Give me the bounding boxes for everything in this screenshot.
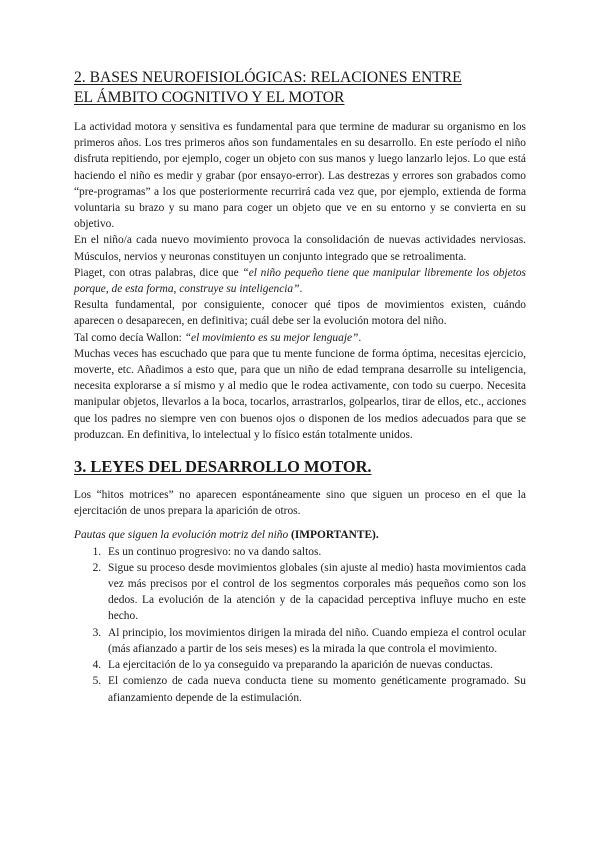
piaget-lead: Piaget, con otras palabras, dice que [74,266,243,279]
list-item: 5. El comienzo de cada nueva conducta tiene su momento genéticamente programado. Su afianzamiento depende de la estimulación. [104,673,526,705]
section-3-paragraph-1: Los “hitos motrices” no aparecen espontáneamente sino que siguen un proceso en el que la ejercitación de unos prepara la aparición de otros. [74,489,526,518]
section-2-heading [74,68,526,108]
wallon-quote: “el movimiento es su mejor lenguaje” [184,331,359,344]
wallon-lead: Tal como decía Wallon: [74,331,185,344]
list-item: 3. Al principio, los movimientos dirigen la mirada del niño. Cuando empieza el control ocular (más afianzado a partir de los seis meses) es la mirada la que controla el movimiento. [104,625,526,657]
section-3-subtitle-bold: (IMPORTANTE). [288,529,379,542]
piaget-end: . [299,283,303,296]
list-item: 1. Es un continuo progresivo: no va dando saltos. [104,544,526,560]
wallon-end: . [358,331,362,344]
section-2-paragraph-4: Resulta fundamental, por consiguiente, conocer qué tipos de movimientos existen, cuándo aparecen o desaparecen, en definitiva; cuál debe ser la evolución motora del niño. [74,299,526,328]
section-3-subtitle-italic: Pautas que siguen la evolución motriz del niño [74,529,289,542]
section-2-paragraph-2: En el niño/a cada nuevo movimiento provoca la consolidación de nuevas actividades nerviosas. Músculos, nervios y neuronas constituyen un conjunto integrado que se retroalimenta. [74,234,526,263]
section-2-paragraph-6: Muchas veces has escuchado que para que tu mente funcione de forma óptima, necesitas ejercicio, moverte, etc. Añadimos a esto que, para que un niño de edad temprana desarrolle su inteligencia, necesita explorarse a sí mismo y al medio que le rodea activamente, con todo su cuerpo. Necesita manipular objetos, llevarlos a la boca, tocarlos, arrastrarlos, golpearlos, tirar de ellos, etc., acciones que los padres no siempre ven con buenos ojos o disponen de los medios adecuados para que se produzcan. En definitiva, lo intelectual y lo físico están totalmente unidos. [74,347,526,441]
piaget-quote: “el niño pequeño tiene que manipular libremente los objetos porque, de esta forma, construye su inteligencia” [74,266,526,296]
section-3-heading: 3. LEYES DEL DESARROLLO MOTOR. [74,457,372,477]
section-2-paragraph-3 [74,265,526,297]
list-item: 2. Sigue su proceso desde movimientos globales (sin ajuste al medio) hasta movimientos cada vez más precisos por el control de los segmentos corporales más pequeños como son los dedos. La evolución de la atención y de la capacidad perceptiva influye mucho en este hecho. [104,560,526,625]
motor-laws-list [74,544,526,706]
section-3-subtitle [74,527,526,543]
section-2-heading-line-1: 2. BASES NEUROFISIOLÓGICAS: RELACIONES ENTRE [74,69,462,86]
section-2-paragraph-5 [74,330,526,346]
section-2-heading-line-2: EL ÁMBITO COGNITIVO Y EL MOTOR [74,89,345,106]
section-2-paragraph-1: La actividad motora y sensitiva es fundamental para que termine de madurar su organismo en los primeros años. Los tres primeros años son fundamentales en su desarrollo. En este período el niño disfruta repitiendo, por ejemplo, coger un objeto con sus manos y luego lanzarlo lejos. Lo que está haciendo el niño es medir y grabar (por ensayo-error). Las destrezas y errores son grabados como “pre-programas” a los que posteriormente recurrirá cada vez que, por ejemplo, extienda de forma voluntaria su brazo y su mano para coger un objeto que ve en su entorno y se convierta en su objetivo. [74,121,526,231]
list-item: 4. La ejercitación de lo ya conseguido va preparando la aparición de nuevas conductas. [104,657,526,673]
